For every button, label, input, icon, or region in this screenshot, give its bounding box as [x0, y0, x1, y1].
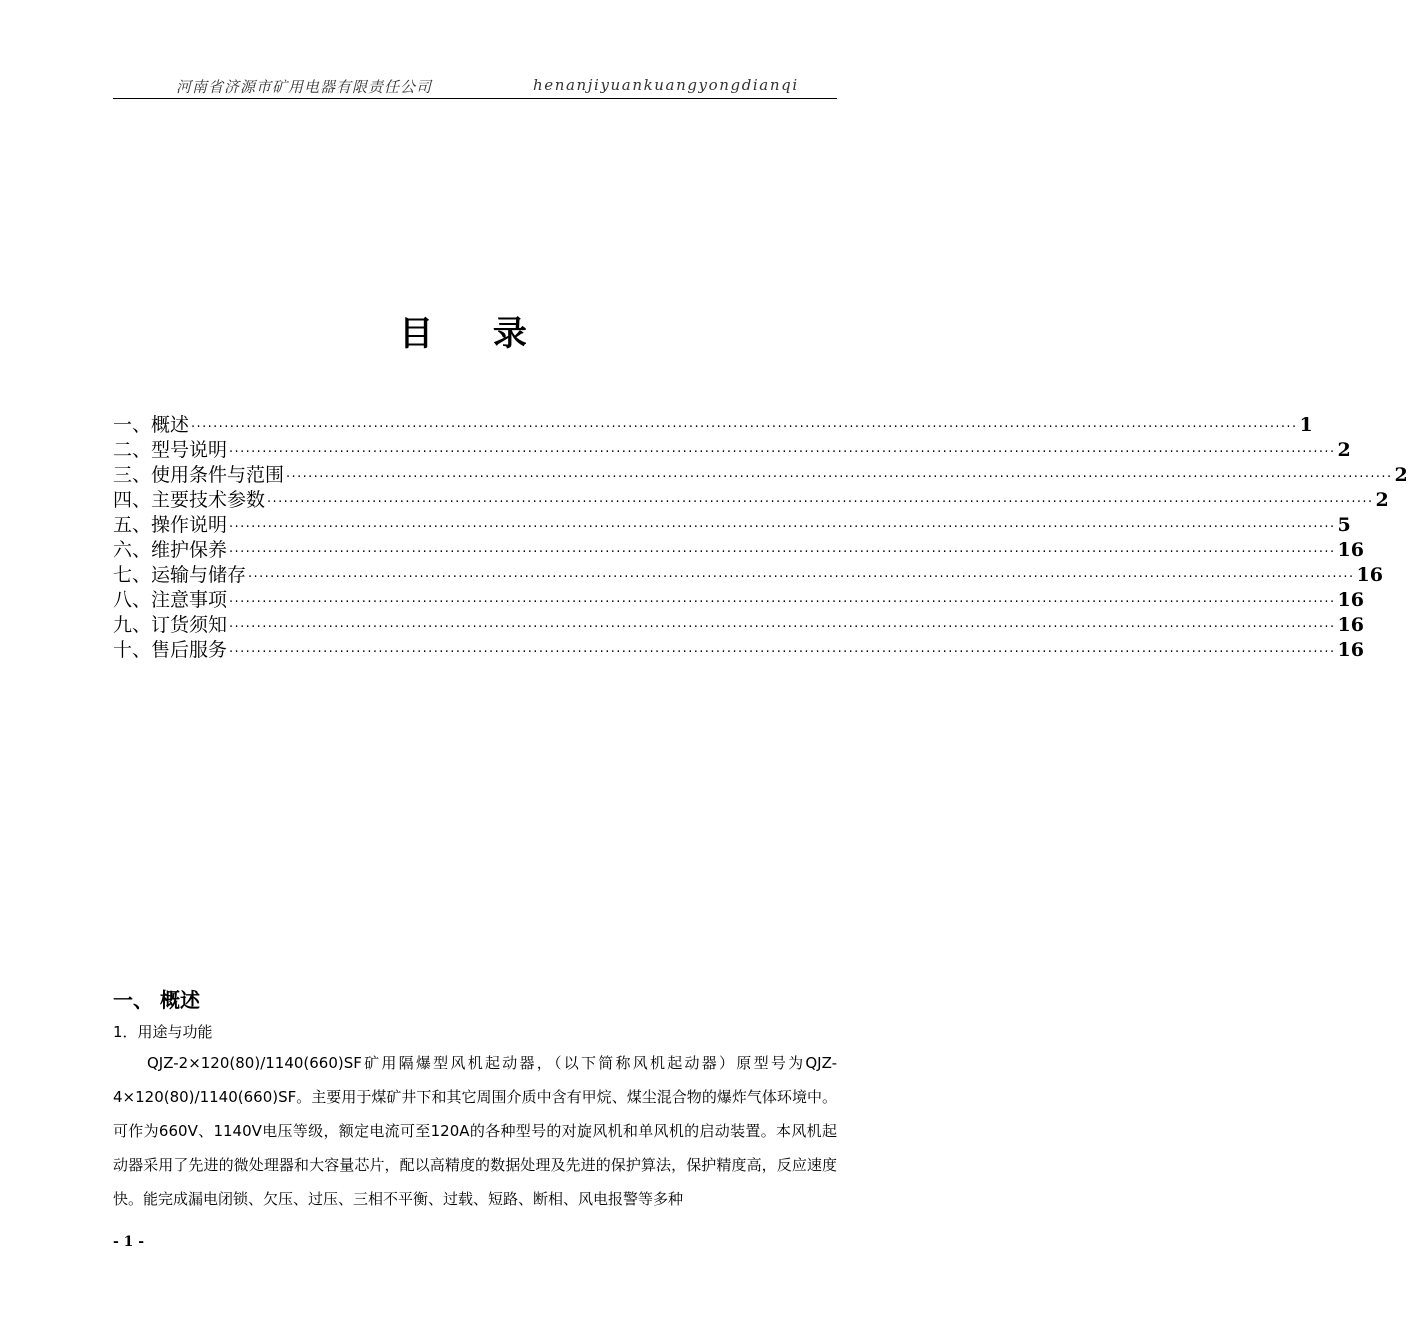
toc-leader-dots: ········································································································································································································: [286, 470, 1393, 485]
toc-leader-dots: ········································································································································································································: [267, 495, 1374, 510]
toc-title: 目 录: [399, 314, 551, 354]
toc-entry-page: 16: [1337, 539, 1364, 561]
toc-entry-page: 2: [1394, 464, 1408, 486]
toc-leader-dots: ········································································································································································································: [229, 645, 1336, 660]
section-heading: 一、 概述: [113, 988, 200, 1012]
toc-entry[interactable]: [113, 560, 1383, 586]
toc-entry[interactable]: [113, 485, 1389, 511]
toc-entry[interactable]: [113, 635, 1364, 661]
toc-entry-page: 16: [1356, 564, 1383, 586]
toc-entry-label: 十、售后服务: [113, 639, 228, 661]
toc-entry-label: 四、主要技术参数: [113, 489, 266, 511]
header-company-en: henanjiyuankuangyongdianqi: [533, 76, 799, 94]
toc-entry-label: 二、型号说明: [113, 439, 228, 461]
page-number: - 1 -: [113, 1234, 145, 1250]
toc-entry-label: 六、维护保养: [113, 539, 228, 561]
body-paragraph: QJZ-2×120(80)/1140(660)SF矿用隔爆型风机起动器，（以下简称风机起动器）原型号为QJZ-4×120(80)/1140(660)SF。主要用于煤矿井下和其它周围介质中含有甲烷、煤尘混合物的爆炸气体环境中。可作为660V、1140V电压等级，额定电流可至120A的各种型号的对旋风机和单风机的启动装置。本风机起动器采用了先进的微处理器和大容量芯片，配以高精度的数据处理及先进的保护算法，保护精度高，反应速度快。能完成漏电闭锁、欠压、过压、三相不平衡、过载、短路、断相、风电报警等多种: [113, 1054, 837, 1208]
toc-leader-dots: ········································································································································································································: [191, 420, 1298, 435]
toc-entry-label: 七、运输与储存: [113, 564, 247, 586]
toc-leader-dots: ········································································································································································································: [229, 445, 1336, 460]
toc-leader-dots: ········································································································································································································: [229, 620, 1336, 635]
toc-leader-dots: ········································································································································································································: [229, 595, 1336, 610]
toc-entry[interactable]: [113, 460, 1408, 486]
toc-entry[interactable]: [113, 585, 1364, 611]
toc-entry[interactable]: [113, 510, 1351, 536]
toc-entry[interactable]: [113, 410, 1313, 436]
toc-entry[interactable]: [113, 435, 1351, 461]
toc-entry[interactable]: [113, 535, 1364, 561]
toc-entry-page: 2: [1337, 439, 1351, 461]
toc-entry-page: 16: [1337, 639, 1364, 661]
toc-entry-page: 2: [1375, 489, 1389, 511]
toc-entry-page: 16: [1337, 589, 1364, 611]
toc-entry-label: 三、使用条件与范围: [113, 464, 285, 486]
table-of-contents: [113, 410, 1408, 661]
toc-entry-page: 5: [1337, 514, 1351, 536]
toc-leader-dots: ········································································································································································································: [229, 545, 1336, 560]
toc-leader-dots: ········································································································································································································: [248, 570, 1355, 585]
toc-entry-page: 1: [1299, 414, 1313, 436]
toc-entry-label: 一、概述: [113, 414, 190, 436]
toc-entry-label: 五、操作说明: [113, 514, 228, 536]
header-company-cn: 河南省济源市矿用电器有限责任公司: [176, 78, 433, 96]
toc-entry-label: 八、注意事项: [113, 589, 228, 611]
toc-entry-label: 九、订货须知: [113, 614, 228, 636]
page-header: [113, 72, 837, 99]
toc-leader-dots: ········································································································································································································: [229, 520, 1336, 535]
toc-entry-page: 16: [1337, 614, 1364, 636]
section-subheading: 1．用途与功能: [113, 1023, 213, 1041]
toc-entry[interactable]: [113, 610, 1364, 636]
